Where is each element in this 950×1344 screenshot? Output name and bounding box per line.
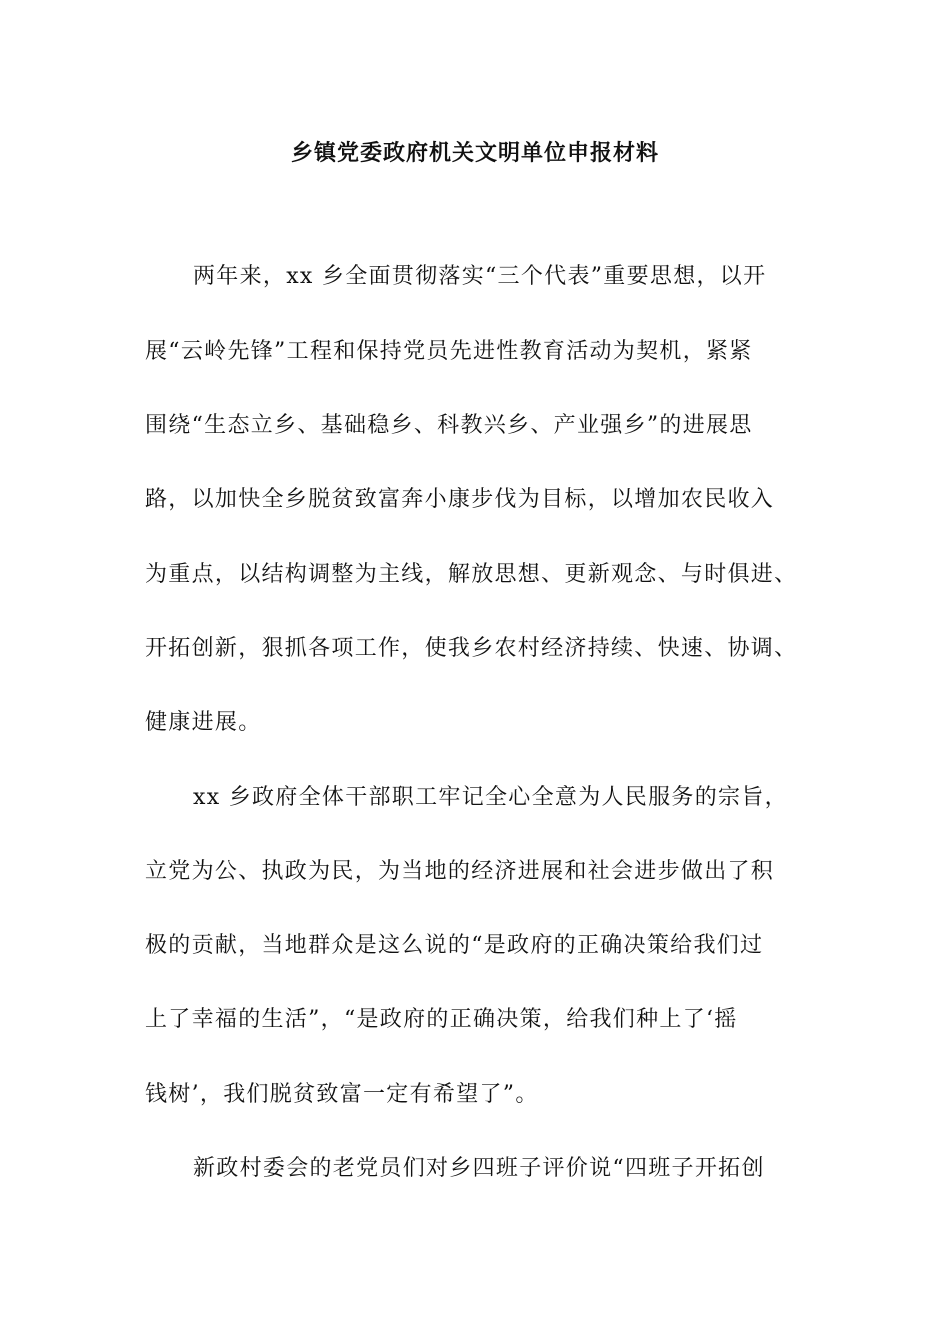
paragraph-1-line-4: 路，以加快全乡脱贫致富奔小康步伐为目标，以增加农民收入 bbox=[145, 487, 775, 512]
paragraph-2-line-1: xx 乡政府全体干部职工牢记全心全意为人民服务的宗旨， bbox=[193, 785, 788, 810]
paragraph-2-line-4: 上了幸福的生活”，“是政府的正确决策，给我们种上了‘摇 bbox=[145, 1007, 738, 1032]
paragraph-1-line-3: 围绕“生态立乡、基础稳乡、科教兴乡、产业强乡”的进展思 bbox=[145, 413, 753, 438]
paragraph-1-line-1: 两年来，xx 乡全面贯彻落实“三个代表”重要思想，以开 bbox=[193, 264, 767, 289]
paragraph-1-line-7: 健康进展。 bbox=[145, 710, 262, 735]
paragraph-2-line-2: 立党为公、执政为民，为当地的经济进展和社会进步做出了积 bbox=[145, 859, 775, 884]
paragraph-1-line-6: 开拓创新，狠抓各项工作，使我乡农村经济持续、快速、协调、 bbox=[145, 636, 798, 661]
paragraph-2-line-5: 钱树’，我们脱贫致富一定有希望了”。 bbox=[145, 1082, 539, 1107]
paragraph-3-line-1: 新政村委会的老党员们对乡四班子评价说“四班子开拓创 bbox=[193, 1156, 765, 1181]
paragraph-1-line-2: 展“云岭先锋”工程和保持党员先进性教育活动为契机，紧紧 bbox=[145, 339, 753, 364]
paragraph-1-line-5: 为重点，以结构调整为主线，解放思想、更新观念、与时俱进、 bbox=[145, 562, 798, 587]
document-title: 乡镇党委政府机关文明单位申报材料 bbox=[290, 140, 659, 166]
paragraph-2-line-3: 极的贡献，当地群众是这么说的“是政府的正确决策给我们过 bbox=[145, 933, 764, 958]
